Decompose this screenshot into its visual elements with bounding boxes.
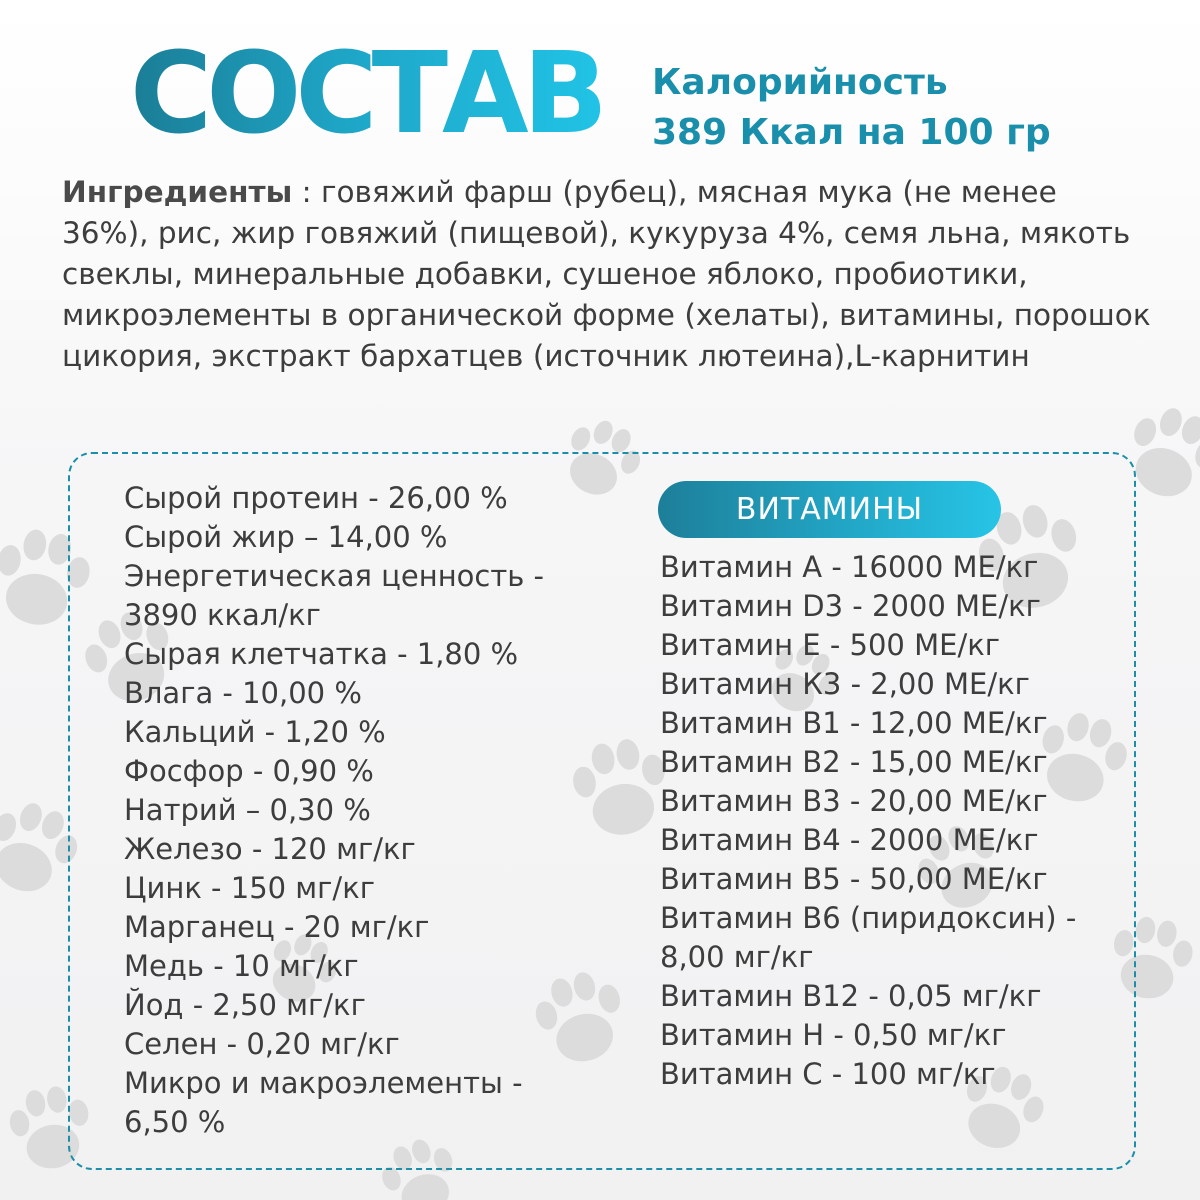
vitamin-item: Витамин В5 - 50,00 МЕ/кг — [660, 862, 1048, 896]
nutrient-item: Марганец - 20 мг/кг — [124, 910, 430, 944]
vitamin-item: Витамин В1 - 12,00 МЕ/кг — [660, 706, 1048, 740]
vitamin-item: Витамин В6 (пиридоксин) - — [660, 901, 1077, 935]
vitamin-item: Витамин С - 100 мг/кг — [660, 1057, 996, 1091]
nutrients-list — [124, 479, 544, 1142]
vitamin-item: Витамин К3 - 2,00 МЕ/кг — [660, 667, 1030, 701]
vitamin-item: Витамин В4 - 2000 МЕ/кг — [660, 823, 1039, 857]
calorie-value: 389 Ккал на 100 гр — [652, 112, 1051, 153]
nutrient-item: 3890 ккал/кг — [124, 598, 321, 632]
nutrient-item: Селен - 0,20 мг/кг — [124, 1027, 400, 1061]
page-title: СОСТАВ — [130, 29, 603, 159]
vitamin-item: 8,00 мг/кг — [660, 940, 814, 974]
nutrient-item: 6,50 % — [124, 1105, 226, 1139]
nutrient-item: Медь - 10 мг/кг — [124, 949, 359, 983]
vitamin-item: Витамин В12 - 0,05 мг/кг — [660, 979, 1042, 1013]
calorie-label: Калорийность — [652, 62, 948, 103]
ingredients-list: : говяжий фарш (рубец), мясная мука (не менее 36%), рис, жир говяжий (пищевой), кукуруза 4%, семя льна, мякоть свеклы, минеральные добавки, сушеное яблоко, пробиотики, микроэлементы в органической форме (хелаты), витамины, порошок цикория, экстракт бархатцев (источник лютеина),L-карнитин — [62, 175, 1151, 373]
nutrient-item: Цинк - 150 мг/кг — [124, 871, 375, 905]
nutrient-item: Фосфор - 0,90 % — [124, 754, 374, 788]
vitamins-list — [660, 548, 1076, 1094]
vitamin-item: Витамин В3 - 20,00 МЕ/кг — [660, 784, 1048, 818]
ingredients-text — [62, 172, 1152, 377]
ingredients-label: Ингредиенты — [62, 175, 293, 209]
vitamin-item: Витамин Н - 0,50 мг/кг — [660, 1018, 1007, 1052]
nutrient-item: Микро и макроэлементы - — [124, 1066, 523, 1100]
nutrient-item: Кальций - 1,20 % — [124, 715, 386, 749]
vitamins-header-badge: ВИТАМИНЫ — [658, 481, 1001, 538]
nutrient-item: Железо - 120 мг/кг — [124, 832, 416, 866]
calorie-info — [652, 58, 1051, 158]
nutrient-item: Сырая клетчатка - 1,80 % — [124, 637, 519, 671]
vitamin-item: Витамин Е - 500 МЕ/кг — [660, 628, 1000, 662]
nutrient-item: Йод - 2,50 мг/кг — [124, 988, 366, 1022]
vitamin-item: Витамин В2 - 15,00 МЕ/кг — [660, 745, 1048, 779]
vitamin-item: Витамин D3 - 2000 МЕ/кг — [660, 589, 1041, 623]
nutrient-item: Влага - 10,00 % — [124, 676, 362, 710]
vitamin-item: Витамин А - 16000 МЕ/кг — [660, 550, 1039, 584]
nutrient-item: Сырой протеин - 26,00 % — [124, 481, 508, 515]
nutrient-item: Натрий – 0,30 % — [124, 793, 371, 827]
nutrient-item: Сырой жир – 14,00 % — [124, 520, 448, 554]
nutrient-item: Энергетическая ценность - — [124, 559, 545, 593]
